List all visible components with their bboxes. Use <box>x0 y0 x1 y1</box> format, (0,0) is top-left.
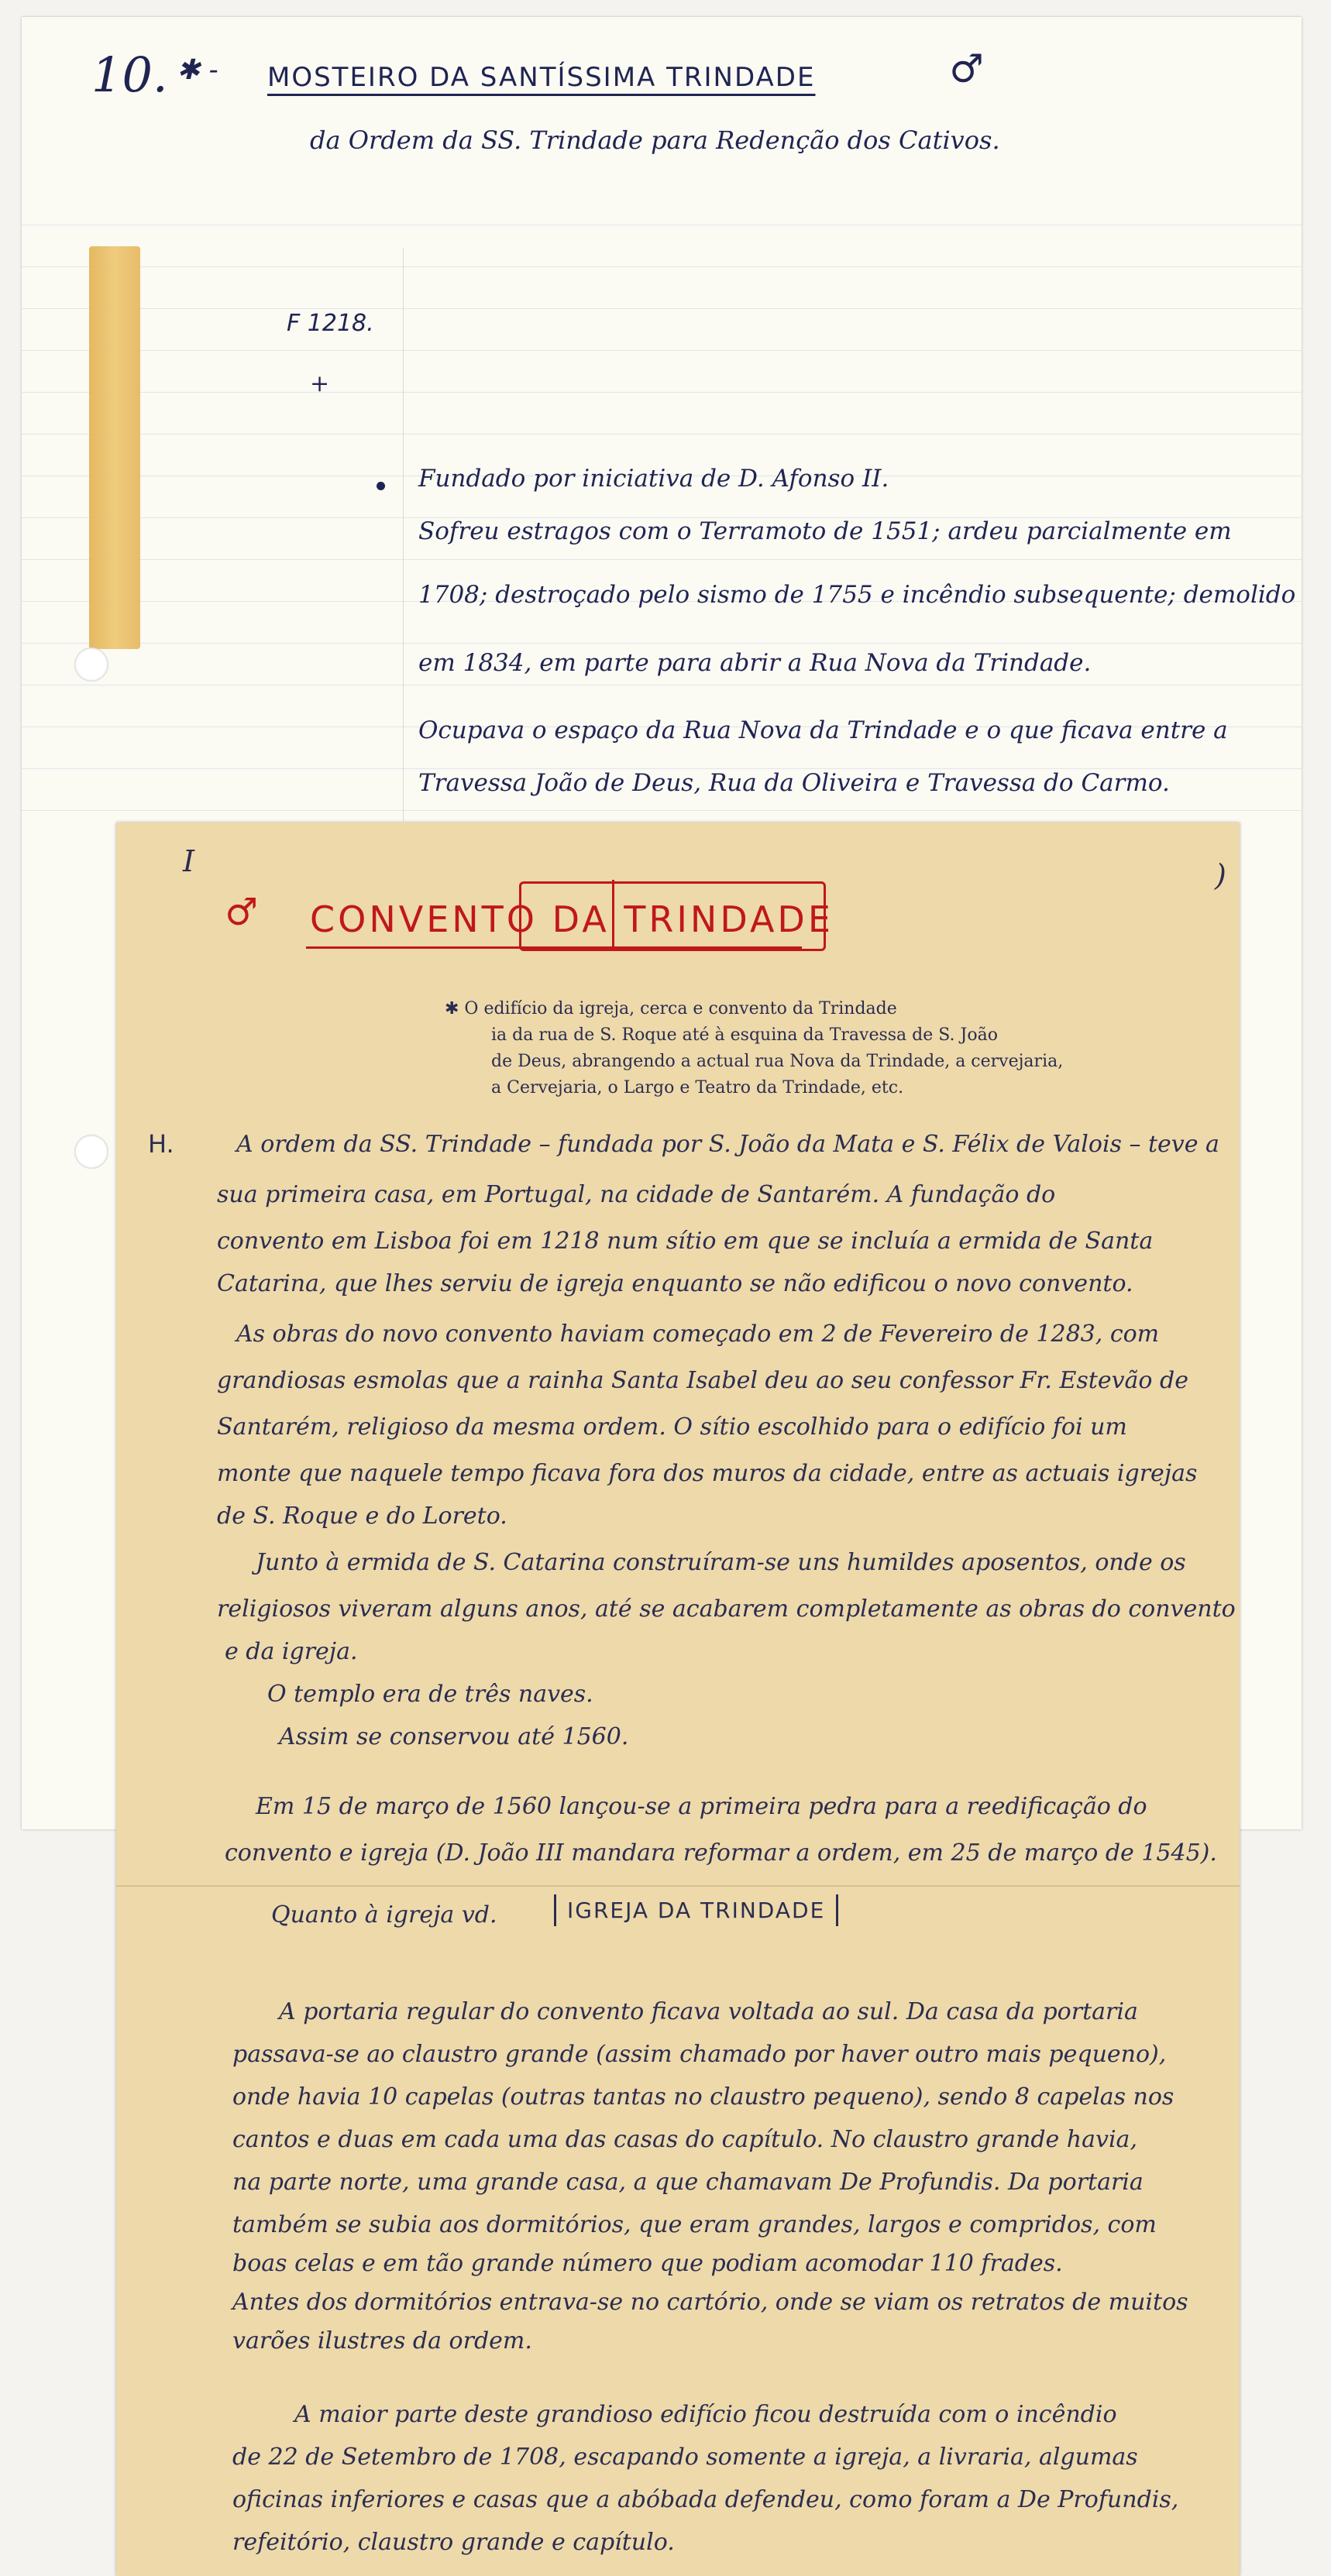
paragraph-line: boas celas e em tão grande número que podiam acomodar 110 frades. <box>232 2250 1063 2277</box>
paragraph-line: e da igreja. <box>225 1638 358 1665</box>
sheet-corner-mark: ) <box>1215 858 1226 892</box>
card-line: Travessa João de Deus, Rua da Oliveira e Travessa do Carmo. <box>418 769 1170 797</box>
card-star-mark: ✱ - <box>177 54 218 86</box>
sheet-title-underline <box>306 946 802 949</box>
male-symbol-icon: ♂ <box>949 46 984 91</box>
card-title: MOSTEIRO DA SANTÍSSIMA TRINDADE <box>267 62 816 93</box>
paragraph-line: convento em Lisboa foi em 1218 num sítio em que se incluía a ermida de Santa <box>217 1228 1154 1255</box>
card-line: Ocupava o espaço da Rua Nova da Trindade e o que ficava entre a <box>418 716 1228 744</box>
punch-hole <box>74 647 108 682</box>
note-line: ✱ O edifício da igreja, cerca e convento da Trindade <box>445 999 897 1018</box>
sheet-title: CONVENTO DA TRINDADE <box>310 898 834 940</box>
history-marker: H. <box>148 1129 174 1159</box>
paragraph-line: na parte norte, uma grande casa, a que chamavam De Profundis. Da portaria <box>232 2169 1144 2196</box>
card-line: Sofreu estragos com o Terramoto de 1551; ardeu parcialmente em <box>418 517 1232 545</box>
punch-hole <box>74 1135 108 1169</box>
paragraph-line: As obras do novo convento haviam começado em 2 de Fevereiro de 1283, com <box>236 1321 1160 1348</box>
paragraph-line: oficinas inferiores e casas que a abóbada defendeu, como foram a De Profundis, <box>232 2486 1179 2513</box>
see-also-reference: IGREJA DA TRINDADE <box>554 1894 838 1926</box>
paragraph-line: de S. Roque e do Loreto. <box>217 1503 507 1530</box>
paragraph-line: cantos e duas em cada uma das casas do capítulo. No claustro grande havia, <box>232 2126 1137 2153</box>
paragraph-line: onde havia 10 capelas (outras tantas no claustro pequeno), sendo 8 capelas nos <box>232 2083 1175 2111</box>
card-line: Fundado por iniciativa de D. Afonso II. <box>418 465 889 493</box>
card-number: 10. <box>91 46 168 103</box>
card-margin-rule <box>403 248 404 821</box>
note-line: ia da rua de S. Roque até à esquina da Travessa de S. João <box>491 1025 998 1045</box>
card-line: 1708; destroçado pelo sismo de 1755 e incêndio subsequente; demolido <box>418 581 1296 609</box>
paragraph-line: Antes dos dormitórios entrava-se no cartório, onde se viam os retratos de muitos <box>232 2289 1188 2316</box>
paragraph-line: A maior parte deste grandioso edifício ficou destruída com o incêndio <box>294 2401 1117 2428</box>
adhesive-tape <box>89 246 140 649</box>
paragraph-line: Santarém, religioso da mesma ordem. O sítio escolhido para o edifício foi um <box>217 1413 1127 1441</box>
paragraph-line: refeitório, claustro grande e capítulo. <box>232 2529 675 2556</box>
paragraph-line: varões ilustres da ordem. <box>232 2327 532 2354</box>
paragraph-line: de 22 de Setembro de 1708, escapando somente a igreja, a livraria, algumas <box>232 2444 1138 2471</box>
sheet-top-mark: I <box>183 844 195 878</box>
paragraph-line: Em 15 de março de 1560 lançou-se a primeira pedra para a reedificação do <box>256 1793 1147 1820</box>
note-line: a Cervejaria, o Largo e Teatro da Trindade, etc. <box>491 1078 904 1097</box>
paragraph-line: Junto à ermida de S. Catarina construíram-se uns humildes aposentos, onde os <box>256 1549 1186 1576</box>
paragraph-line: Catarina, que lhes serviu de igreja enquanto se não edificou o novo convento. <box>217 1270 1133 1297</box>
card-line: em 1834, em parte para abrir a Rua Nova da Trindade. <box>418 649 1092 677</box>
paragraph-line: grandiosas esmolas que a rainha Santa Isabel deu ao seu confessor Fr. Estevão de <box>217 1367 1188 1394</box>
paragraph-line: também se subia aos dormitórios, que eram grandes, largos e compridos, com <box>232 2211 1157 2238</box>
paragraph-line: passava-se ao claustro grande (assim chamado por haver outro mais pequeno), <box>232 2041 1167 2068</box>
paragraph-line: monte que naquele tempo ficava fora dos muros da cidade, entre as actuais igrejas <box>217 1460 1198 1487</box>
paragraph-line: convento e igreja (D. João III mandara reformar a ordem, em 25 de março de 1545). <box>225 1839 1217 1867</box>
paragraph-line: religiosos viveram alguns anos, até se acabarem completamente as obras do convento <box>217 1595 1236 1623</box>
card-cross-mark: + <box>310 370 330 397</box>
paragraph-line: A portaria regular do convento ficava voltada ao sul. Da casa da portaria <box>279 1998 1138 2025</box>
bullet-icon <box>377 482 385 490</box>
card-foundation-date: F 1218. <box>287 310 374 337</box>
card-subtitle: da Ordem da SS. Trindade para Redenção dos Cativos. <box>310 125 1000 155</box>
see-also-label: Quanto à igreja vd. <box>271 1901 497 1929</box>
paragraph-line: A ordem da SS. Trindade – fundada por S. João da Mata e S. Félix de Valois – teve a <box>236 1131 1219 1158</box>
paragraph-line: sua primeira casa, em Portugal, na cidade de Santarém. A fundação do <box>217 1181 1056 1208</box>
paragraph-line: O templo era de três naves. <box>267 1681 593 1708</box>
paragraph-line: Assim se conservou até 1560. <box>279 1723 629 1750</box>
note-line: de Deus, abrangendo a actual rua Nova da Trindade, a cervejaria, <box>491 1052 1064 1071</box>
male-symbol-red-icon: ♂ <box>225 891 259 934</box>
